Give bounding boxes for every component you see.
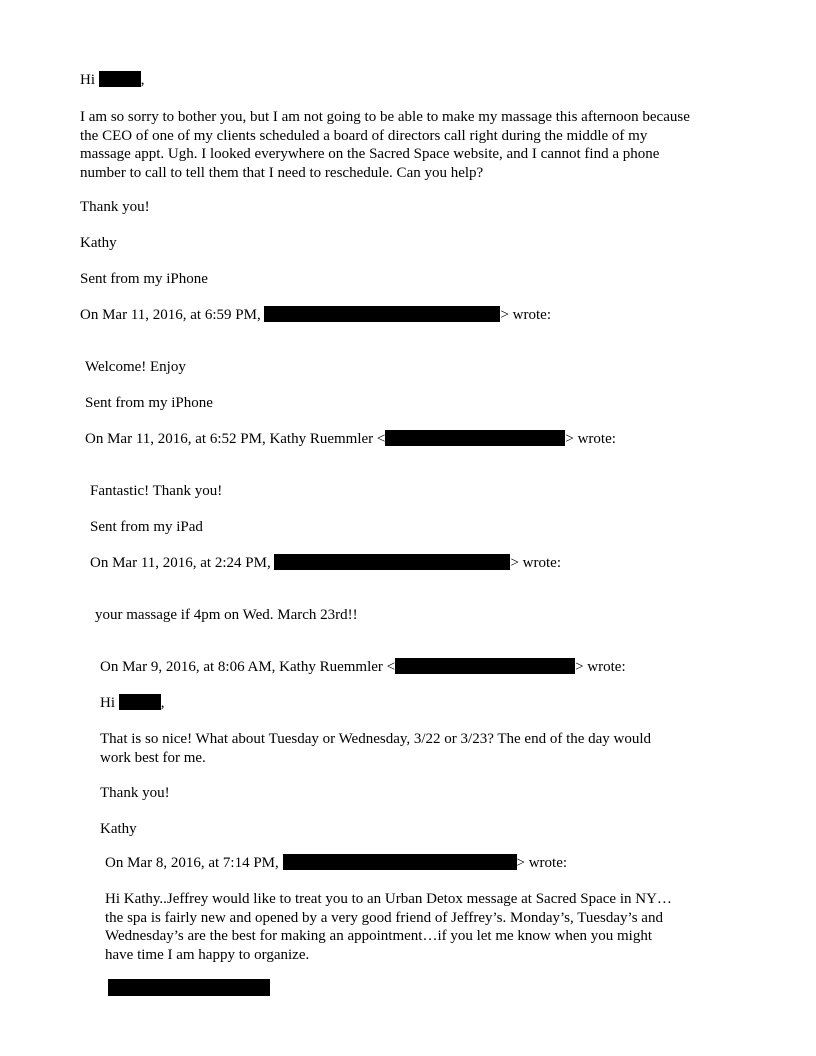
signature-mid: Kathy: [100, 821, 137, 837]
body-top-line: the CEO of one of my clients scheduled a board of directors call right during the middle of my: [80, 127, 648, 144]
redacted-sender: [274, 554, 510, 570]
sent-from-ipad: Sent from my iPad: [90, 519, 203, 535]
quote-header-1-prefix: On Mar 11, 2016, at 6:59 PM,: [80, 307, 261, 323]
redacted-sender: [264, 306, 500, 322]
greeting-top-word: Hi: [80, 72, 95, 88]
body-mid: [100, 730, 740, 767]
quote-header-4-suffix: > wrote:: [575, 659, 626, 675]
quote-header-3: [90, 554, 561, 573]
quote-header-1-suffix: > wrote:: [500, 307, 551, 323]
sent-from-iphone-2: Sent from my iPhone: [85, 395, 213, 411]
redacted-signature-block: [108, 979, 270, 996]
quote-header-3-suffix: > wrote:: [510, 555, 561, 571]
greeting-top: [80, 71, 145, 90]
quote-header-2-prefix: On Mar 11, 2016, at 6:52 PM, Kathy Ruemmler <: [85, 431, 386, 447]
quote-header-5: [105, 854, 567, 873]
body-bottom-line: the spa is fairly new and opened by a very good friend of Jeffrey’s. Monday’s, Tuesday’s and: [105, 909, 663, 926]
body-top-line: number to call to tell them that I need to reschedule. Can you help?: [80, 164, 484, 181]
reply-1-body: Welcome! Enjoy: [85, 359, 186, 375]
quote-header-5-suffix: > wrote:: [516, 855, 568, 871]
redacted-email: [385, 430, 565, 446]
thanks-top: Thank you!: [80, 199, 150, 215]
thanks-mid: Thank you!: [100, 785, 170, 801]
body-bottom: [105, 890, 745, 964]
body-bottom-line: have time I am happy to organize.: [105, 946, 310, 963]
body-bottom-line: Wednesday’s are the best for making an appointment…if you let me know when you might: [105, 928, 653, 944]
body-mid-line: That is so nice! What about Tuesday or Wednesday, 3/22 or 3/23? The end of the day would: [100, 731, 652, 747]
body-mid-line: work best for me.: [100, 749, 206, 766]
redacted-name: [119, 694, 161, 710]
greeting-mid: [100, 694, 165, 713]
body-top-line: I am so sorry to bother you, but I am not going to be able to make my massage this afternoon because: [80, 109, 690, 125]
greeting-mid-word: Hi: [100, 695, 115, 711]
quote-header-4: [100, 658, 626, 677]
redacted-name: [99, 71, 141, 87]
body-bottom-line: Hi Kathy..Jeffrey would like to treat you to an Urban Detox message at Sacred Space in NY…: [105, 891, 672, 907]
greeting-top-comma: ,: [140, 72, 145, 88]
quote-header-4-prefix: On Mar 9, 2016, at 8:06 AM, Kathy Ruemmler <: [100, 659, 396, 675]
redacted-email: [395, 658, 575, 674]
quote-header-3-prefix: On Mar 11, 2016, at 2:24 PM,: [90, 555, 271, 571]
quote-header-5-prefix: On Mar 8, 2016, at 7:14 PM,: [105, 855, 279, 871]
quote-header-2-suffix: > wrote:: [565, 431, 616, 447]
quote-header-2: [85, 430, 616, 449]
sent-from-iphone: Sent from my iPhone: [80, 271, 208, 287]
signature-top: Kathy: [80, 235, 117, 251]
quote-header-1: [80, 306, 551, 325]
greeting-mid-comma: ,: [160, 695, 165, 711]
body-top: [80, 108, 760, 182]
reply-2-body: Fantastic! Thank you!: [90, 483, 223, 499]
body-top-line: massage appt. Ugh. I looked everywhere on the Sacred Space website, and I cannot find a phone: [80, 146, 660, 162]
redacted-sender: [283, 854, 517, 870]
reply-3-body: your massage if 4pm on Wed. March 23rd!!: [95, 607, 358, 623]
